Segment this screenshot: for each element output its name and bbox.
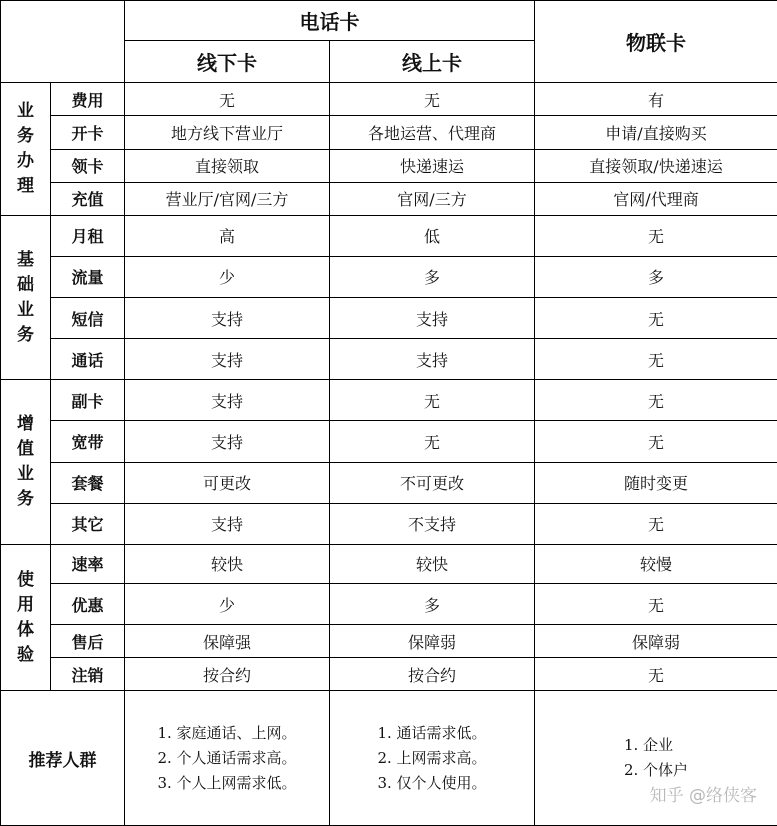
cell-online: 快递速运	[330, 149, 535, 182]
cell-iot: 无	[535, 339, 777, 380]
table-row	[1, 380, 777, 421]
cell-offline: 较快	[125, 544, 330, 583]
table-row	[1, 421, 777, 462]
header-online-card: 线上卡	[330, 41, 535, 83]
row-label: 费用	[51, 83, 125, 116]
cell-online: 不支持	[330, 503, 535, 544]
table-row	[1, 544, 777, 583]
cell-iot: 无	[535, 503, 777, 544]
cell-iot: 官网/代理商	[535, 182, 777, 215]
category-business-handling: 业 务 办 理	[1, 83, 51, 215]
table-row	[1, 83, 777, 116]
cell-offline: 支持	[125, 380, 330, 421]
cell-online: 支持	[330, 298, 535, 339]
list-item: 2. 个人通话需求高。	[157, 748, 297, 767]
cell-online: 官网/三方	[330, 182, 535, 215]
list-item: 2. 上网需求高。	[377, 748, 487, 767]
cell-online: 按合约	[330, 658, 535, 691]
cell-offline: 高	[125, 215, 330, 256]
cell-offline: 营业厅/官网/三方	[125, 182, 330, 215]
cell-offline: 按合约	[125, 658, 330, 691]
list-item: 3. 仅个人使用。	[377, 773, 487, 792]
cell-online: 不可更改	[330, 462, 535, 503]
cell-offline: 支持	[125, 421, 330, 462]
cell-iot: 无	[535, 298, 777, 339]
cell-online: 多	[330, 256, 535, 297]
row-label: 短信	[51, 298, 125, 339]
row-label: 优惠	[51, 583, 125, 624]
cell-online: 支持	[330, 339, 535, 380]
cell-offline: 保障强	[125, 625, 330, 658]
row-label: 速率	[51, 544, 125, 583]
row-label: 售后	[51, 625, 125, 658]
cell-offline: 少	[125, 256, 330, 297]
list-item: 1. 家庭通话、上网。	[157, 723, 297, 742]
row-label: 其它	[51, 503, 125, 544]
cell-online: 无	[330, 380, 535, 421]
watermark	[650, 781, 757, 806]
cell-iot: 多	[535, 256, 777, 297]
row-label: 充值	[51, 182, 125, 215]
header-row-top	[1, 1, 777, 41]
recommend-online	[330, 691, 535, 826]
row-label: 宽带	[51, 421, 125, 462]
table-row	[1, 658, 777, 691]
list-item: 1. 通话需求低。	[377, 723, 487, 742]
header-phone-card: 电话卡	[125, 1, 535, 41]
cell-offline: 支持	[125, 503, 330, 544]
table-row	[1, 256, 777, 297]
table-row	[1, 182, 777, 215]
cell-online: 多	[330, 583, 535, 624]
cell-online: 各地运营、代理商	[330, 116, 535, 149]
table-row	[1, 298, 777, 339]
cell-iot: 较慢	[535, 544, 777, 583]
cell-online: 低	[330, 215, 535, 256]
table-row	[1, 462, 777, 503]
cell-offline: 少	[125, 583, 330, 624]
table-row	[1, 625, 777, 658]
table-row	[1, 215, 777, 256]
list-item: 2. 个体户	[623, 761, 689, 780]
corner-cell	[1, 1, 125, 83]
list-item: 1. 企业	[623, 736, 674, 755]
row-label: 通话	[51, 339, 125, 380]
cell-offline: 直接领取	[125, 149, 330, 182]
cell-iot: 无	[535, 421, 777, 462]
table-row	[1, 503, 777, 544]
table-row	[1, 583, 777, 624]
cell-online: 无	[330, 421, 535, 462]
row-label: 开卡	[51, 116, 125, 149]
cell-offline: 支持	[125, 298, 330, 339]
cell-online: 无	[330, 83, 535, 116]
cell-iot: 无	[535, 583, 777, 624]
row-label: 领卡	[51, 149, 125, 182]
row-label: 月租	[51, 215, 125, 256]
cell-offline: 地方线下营业厅	[125, 116, 330, 149]
recommend-offline	[125, 691, 330, 826]
row-label: 副卡	[51, 380, 125, 421]
list-item: 3. 个人上网需求低。	[157, 773, 297, 792]
cell-offline: 无	[125, 83, 330, 116]
header-offline-card: 线下卡	[125, 41, 330, 83]
cell-iot: 随时变更	[535, 462, 777, 503]
cell-iot: 无	[535, 658, 777, 691]
row-label: 套餐	[51, 462, 125, 503]
zhihu-watermark-text: 知乎 @络侠客	[649, 786, 757, 806]
header-iot-card: 物联卡	[535, 1, 777, 83]
recommend-title: 推荐人群	[1, 691, 125, 826]
cell-iot: 申请/直接购买	[535, 116, 777, 149]
category-value-added-services: 增 值 业 务	[1, 380, 51, 545]
table-row	[1, 149, 777, 182]
cell-iot: 保障弱	[535, 625, 777, 658]
cell-iot: 直接领取/快递速运	[535, 149, 777, 182]
cell-online: 保障弱	[330, 625, 535, 658]
table-row	[1, 116, 777, 149]
cell-iot: 无	[535, 380, 777, 421]
table-row	[1, 339, 777, 380]
row-label: 流量	[51, 256, 125, 297]
cell-iot: 无	[535, 215, 777, 256]
cell-offline: 支持	[125, 339, 330, 380]
cell-iot: 有	[535, 83, 777, 116]
row-label: 注销	[51, 658, 125, 691]
cell-offline: 可更改	[125, 462, 330, 503]
category-user-experience: 使 用 体 验	[1, 544, 51, 691]
category-basic-services: 基 础 业 务	[1, 215, 51, 380]
cell-online: 较快	[330, 544, 535, 583]
